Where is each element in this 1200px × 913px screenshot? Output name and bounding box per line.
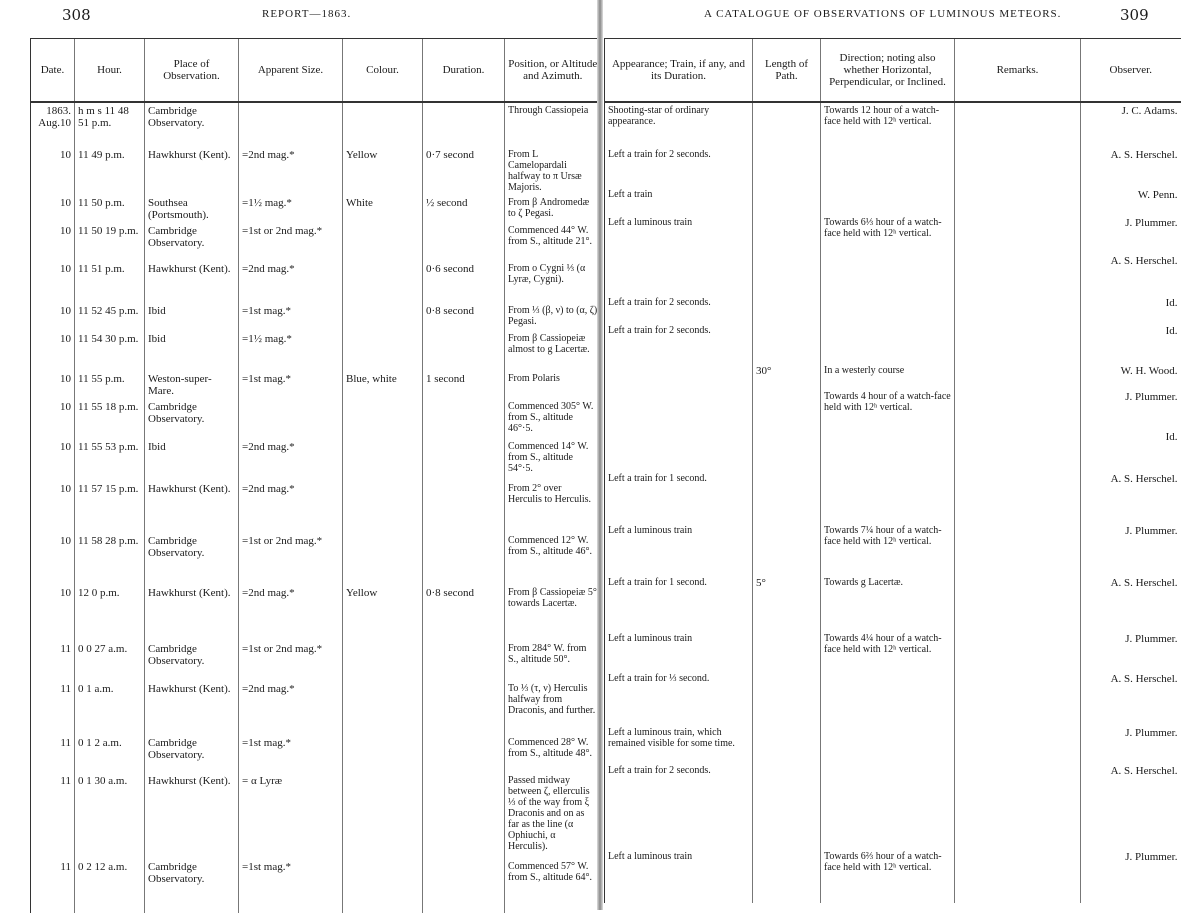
- cell-duration: [423, 859, 505, 913]
- cell-hour: 11 50 p.m.: [75, 195, 145, 223]
- cell-position: To ⅓ (τ, ν) Herculis halfway from Draconis, and further.: [505, 681, 601, 735]
- cell-position: Passed midway between ζ, ellerculis ⅓ of the way from ξ Draconis and on as far as the line (α Ophiuchi, α Herculis).: [505, 773, 601, 859]
- cell-remarks: [955, 429, 1081, 471]
- cell-observer: J. Plummer.: [1081, 725, 1181, 763]
- cell-appearance: Left a luminous train: [605, 215, 753, 253]
- cell-position: Commenced 12° W. from S., altitude 46°.: [505, 533, 601, 585]
- cell-position: From β Andromedæ to ζ Pegasi.: [505, 195, 601, 223]
- cell-size: =2nd mag.*: [239, 261, 343, 303]
- right-running-head: A CATALOGUE OF OBSERVATIONS OF LUMINOUS METEORS.: [704, 8, 1062, 20]
- cell-duration: 0·7 second: [423, 147, 505, 195]
- cell-place: Cambridge Observatory.: [145, 859, 239, 913]
- cell-position: Commenced 14° W. from S., altitude 54°·5.: [505, 439, 601, 481]
- cell-position: Commenced 28° W. from S., altitude 48°.: [505, 735, 601, 773]
- cell-date: 11: [31, 735, 75, 773]
- cell-length: [753, 671, 821, 725]
- cell-remarks: [955, 523, 1081, 575]
- cell-hour: 11 58 28 p.m.: [75, 533, 145, 585]
- cell-length: [753, 147, 821, 187]
- cell-place: Hawkhurst (Kent).: [145, 261, 239, 303]
- cell-size: =1st or 2nd mag.*: [239, 533, 343, 585]
- cell-size: =1½ mag.*: [239, 331, 343, 371]
- cell-appearance: Left a train for 2 seconds.: [605, 147, 753, 187]
- cell-duration: 0·6 second: [423, 261, 505, 303]
- cell-direction: [821, 725, 955, 763]
- cell-place: Cambridge Observatory.: [145, 399, 239, 439]
- cell-length: [753, 253, 821, 295]
- cell-duration: [423, 439, 505, 481]
- cell-direction: Towards 4¼ hour of a watch-face held with 12ʰ vertical.: [821, 631, 955, 671]
- cell-hour: 0 2 12 a.m.: [75, 859, 145, 913]
- cell-position: From Polaris: [505, 371, 601, 399]
- cell-place: Ibid: [145, 439, 239, 481]
- cell-remarks: [955, 253, 1081, 295]
- cell-hour: 11 55 18 p.m.: [75, 399, 145, 439]
- cell-remarks: [955, 295, 1081, 323]
- cell-date: 10: [31, 585, 75, 641]
- cell-position: Commenced 44° W. from S., altitude 21°.: [505, 223, 601, 261]
- cell-date: 10: [31, 261, 75, 303]
- cell-duration: 1 second: [423, 371, 505, 399]
- cell-size: =1st mag.*: [239, 859, 343, 913]
- cell-duration: [423, 331, 505, 371]
- right-page-header-remarks: Remarks.: [955, 39, 1081, 103]
- right-page-header-appearance: Appearance; Train, if any, and its Duration.: [605, 39, 753, 103]
- cell-direction: [821, 295, 955, 323]
- cell-date: 11: [31, 773, 75, 859]
- cell-colour: [343, 859, 423, 913]
- table-row: [31, 859, 601, 913]
- cell-place: Cambridge Observatory.: [145, 641, 239, 681]
- cell-observer: Id.: [1081, 295, 1181, 323]
- cell-appearance: Left a train: [605, 187, 753, 215]
- cell-colour: Blue, white: [343, 371, 423, 399]
- cell-date: 10: [31, 303, 75, 331]
- cell-direction: Towards 6⅓ hour of a watch-face held with 12ʰ vertical.: [821, 215, 955, 253]
- cell-colour: [343, 331, 423, 371]
- cell-place: Hawkhurst (Kent).: [145, 585, 239, 641]
- cell-remarks: [955, 215, 1081, 253]
- cell-position: From ⅓ (β, ν) to (α, ζ) Pegasi.: [505, 303, 601, 331]
- cell-colour: [343, 102, 423, 147]
- cell-position: Commenced 57° W. from S., altitude 64°.: [505, 859, 601, 913]
- cell-length: 5°: [753, 575, 821, 631]
- cell-place: Cambridge Observatory.: [145, 533, 239, 585]
- cell-direction: Towards g Lacertæ.: [821, 575, 955, 631]
- cell-duration: 0·8 second: [423, 303, 505, 331]
- cell-remarks: [955, 147, 1081, 187]
- cell-length: [753, 471, 821, 523]
- cell-date: 10: [31, 331, 75, 371]
- cell-colour: [343, 439, 423, 481]
- left-page-header-duration: Duration.: [423, 39, 505, 103]
- left-page-header-date: Date.: [31, 39, 75, 103]
- table-row: [31, 371, 601, 399]
- cell-date: 10: [31, 371, 75, 399]
- table-row: [31, 641, 601, 681]
- cell-observer: J. Plummer.: [1081, 389, 1181, 429]
- right-page-number: 309: [1120, 6, 1149, 24]
- cell-colour: [343, 261, 423, 303]
- cell-size: =1st or 2nd mag.*: [239, 223, 343, 261]
- cell-hour: 0 1 30 a.m.: [75, 773, 145, 859]
- left-page-header-position: Position, or Altitude and Azimuth.: [505, 39, 601, 103]
- cell-place: Southsea (Portsmouth).: [145, 195, 239, 223]
- left-page-number: 308: [62, 6, 91, 24]
- cell-date: 11: [31, 859, 75, 913]
- table-row: [605, 849, 1181, 903]
- cell-duration: 0·8 second: [423, 585, 505, 641]
- cell-remarks: [955, 363, 1081, 389]
- cell-appearance: Left a train for 2 seconds.: [605, 323, 753, 363]
- cell-length: [753, 389, 821, 429]
- cell-appearance: Left a luminous train: [605, 631, 753, 671]
- cell-remarks: [955, 471, 1081, 523]
- cell-length: [753, 295, 821, 323]
- cell-date: 10: [31, 481, 75, 533]
- table-row: [31, 681, 601, 735]
- cell-observer: A. S. Herschel.: [1081, 147, 1181, 187]
- cell-colour: [343, 481, 423, 533]
- table-row: [31, 399, 601, 439]
- cell-appearance: [605, 253, 753, 295]
- left-page-header-colour: Colour.: [343, 39, 423, 103]
- cell-colour: [343, 773, 423, 859]
- cell-remarks: [955, 849, 1081, 903]
- cell-appearance: Left a train for 1 second.: [605, 471, 753, 523]
- cell-date: 11: [31, 641, 75, 681]
- cell-appearance: Left a train for ⅓ second.: [605, 671, 753, 725]
- cell-place: Cambridge Observatory.: [145, 735, 239, 773]
- cell-colour: [343, 681, 423, 735]
- cell-position: Through Cassiopeia: [505, 102, 601, 147]
- cell-size: =2nd mag.*: [239, 585, 343, 641]
- cell-length: [753, 631, 821, 671]
- cell-date: 10: [31, 195, 75, 223]
- cell-size: =2nd mag.*: [239, 481, 343, 533]
- cell-position: From β Cassiopeiæ almost to g Lacertæ.: [505, 331, 601, 371]
- cell-direction: [821, 671, 955, 725]
- table-row: [605, 575, 1181, 631]
- cell-direction: Towards 4 hour of a watch-face held with 12ʰ vertical.: [821, 389, 955, 429]
- table-row: [605, 763, 1181, 849]
- cell-size: =1st mag.*: [239, 303, 343, 331]
- table-row: [605, 429, 1181, 471]
- cell-remarks: [955, 763, 1081, 849]
- cell-appearance: [605, 389, 753, 429]
- cell-duration: [423, 773, 505, 859]
- cell-observer: Id.: [1081, 429, 1181, 471]
- table-row: [605, 187, 1181, 215]
- cell-size: =1st mag.*: [239, 371, 343, 399]
- cell-duration: [423, 399, 505, 439]
- cell-length: [753, 215, 821, 253]
- cell-remarks: [955, 187, 1081, 215]
- cell-appearance: Left a luminous train, which remained visible for some time.: [605, 725, 753, 763]
- cell-length: [753, 187, 821, 215]
- cell-length: 30°: [753, 363, 821, 389]
- cell-colour: [343, 223, 423, 261]
- table-row: [31, 735, 601, 773]
- cell-hour: 11 57 15 p.m.: [75, 481, 145, 533]
- cell-colour: [343, 641, 423, 681]
- cell-position: From 2° over Herculis to Herculis.: [505, 481, 601, 533]
- cell-observer: W. Penn.: [1081, 187, 1181, 215]
- cell-observer: A. S. Herschel.: [1081, 253, 1181, 295]
- cell-place: Ibid: [145, 331, 239, 371]
- cell-length: [753, 763, 821, 849]
- cell-direction: [821, 763, 955, 849]
- cell-length: [753, 725, 821, 763]
- cell-hour: 11 51 p.m.: [75, 261, 145, 303]
- cell-place: Ibid: [145, 303, 239, 331]
- cell-direction: [821, 471, 955, 523]
- cell-observer: J. Plummer.: [1081, 631, 1181, 671]
- cell-hour: 11 49 p.m.: [75, 147, 145, 195]
- table-row: [31, 147, 601, 195]
- cell-length: [753, 102, 821, 147]
- cell-date: 10: [31, 399, 75, 439]
- table-row: [31, 303, 601, 331]
- cell-length: [753, 849, 821, 903]
- cell-colour: Yellow: [343, 585, 423, 641]
- table-row: [605, 363, 1181, 389]
- cell-hour: 11 50 19 p.m.: [75, 223, 145, 261]
- cell-size: =1½ mag.*: [239, 195, 343, 223]
- cell-duration: [423, 533, 505, 585]
- cell-size: [239, 399, 343, 439]
- cell-remarks: [955, 671, 1081, 725]
- right-observations-table: [604, 38, 1181, 903]
- cell-direction: [821, 147, 955, 187]
- cell-direction: Towards 6⅔ hour of a watch-face held with 12ʰ vertical.: [821, 849, 955, 903]
- cell-size: =2nd mag.*: [239, 681, 343, 735]
- table-row: [605, 253, 1181, 295]
- cell-direction: In a westerly course: [821, 363, 955, 389]
- cell-position: From β Cassiopeiæ 5° towards Lacertæ.: [505, 585, 601, 641]
- left-observations-table: [30, 38, 601, 913]
- cell-date: 10: [31, 223, 75, 261]
- cell-colour: White: [343, 195, 423, 223]
- left-page-header-place: Place of Observation.: [145, 39, 239, 103]
- cell-date: 1863. Aug.10: [31, 102, 75, 147]
- table-row: [605, 725, 1181, 763]
- cell-hour: 11 54 30 p.m.: [75, 331, 145, 371]
- table-row: [31, 481, 601, 533]
- cell-size: [239, 102, 343, 147]
- cell-place: Hawkhurst (Kent).: [145, 147, 239, 195]
- left-page-header-hour: Hour.: [75, 39, 145, 103]
- cell-length: [753, 523, 821, 575]
- right-page-header-observer: Observer.: [1081, 39, 1181, 103]
- cell-place: Cambridge Observatory.: [145, 223, 239, 261]
- cell-appearance: Left a train for 2 seconds.: [605, 295, 753, 323]
- table-row: [31, 331, 601, 371]
- table-row: [31, 585, 601, 641]
- cell-observer: A. S. Herschel.: [1081, 671, 1181, 725]
- table-row: [31, 773, 601, 859]
- cell-direction: Towards 7¼ hour of a watch-face held with 12ʰ vertical.: [821, 523, 955, 575]
- cell-date: 10: [31, 439, 75, 481]
- cell-size: = α Lyræ: [239, 773, 343, 859]
- cell-size: =2nd mag.*: [239, 147, 343, 195]
- cell-remarks: [955, 102, 1081, 147]
- table-row: [31, 439, 601, 481]
- cell-observer: Id.: [1081, 323, 1181, 363]
- cell-appearance: Left a train for 1 second.: [605, 575, 753, 631]
- cell-observer: J. Plummer.: [1081, 523, 1181, 575]
- right-page-header-direction: Direction; noting also whether Horizontal, Perpendicular, or Inclined.: [821, 39, 955, 103]
- cell-date: 10: [31, 147, 75, 195]
- cell-duration: [423, 735, 505, 773]
- cell-hour: 11 55 53 p.m.: [75, 439, 145, 481]
- cell-appearance: Left a luminous train: [605, 849, 753, 903]
- cell-date: 10: [31, 533, 75, 585]
- table-row: [31, 533, 601, 585]
- cell-appearance: [605, 363, 753, 389]
- left-page-header-size: Apparent Size.: [239, 39, 343, 103]
- cell-hour: 0 1 2 a.m.: [75, 735, 145, 773]
- cell-duration: [423, 102, 505, 147]
- cell-size: =1st mag.*: [239, 735, 343, 773]
- cell-place: Hawkhurst (Kent).: [145, 681, 239, 735]
- cell-remarks: [955, 725, 1081, 763]
- table-row: [605, 295, 1181, 323]
- cell-remarks: [955, 323, 1081, 363]
- cell-observer: W. H. Wood.: [1081, 363, 1181, 389]
- table-row: [31, 223, 601, 261]
- cell-length: [753, 429, 821, 471]
- right-page: [600, 0, 1200, 910]
- cell-observer: J. Plummer.: [1081, 215, 1181, 253]
- cell-observer: J. C. Adams.: [1081, 102, 1181, 147]
- table-row: [31, 195, 601, 223]
- cell-colour: [343, 533, 423, 585]
- left-page: [0, 0, 600, 910]
- cell-place: Hawkhurst (Kent).: [145, 773, 239, 859]
- table-row: [605, 215, 1181, 253]
- cell-duration: [423, 681, 505, 735]
- left-running-head: REPORT—1863.: [262, 8, 352, 20]
- table-row: [605, 323, 1181, 363]
- cell-duration: [423, 641, 505, 681]
- cell-position: From ο Cygni ⅓ (α Lyræ, Cygni).: [505, 261, 601, 303]
- cell-position: Commenced 305° W. from S., altitude 46°·5.: [505, 399, 601, 439]
- cell-observer: A. S. Herschel.: [1081, 763, 1181, 849]
- cell-hour: 0 0 27 a.m.: [75, 641, 145, 681]
- table-row: [605, 389, 1181, 429]
- cell-colour: [343, 399, 423, 439]
- table-row: [31, 261, 601, 303]
- cell-observer: J. Plummer.: [1081, 849, 1181, 903]
- table-row: [605, 471, 1181, 523]
- cell-size: =1st or 2nd mag.*: [239, 641, 343, 681]
- cell-duration: [423, 223, 505, 261]
- cell-hour: 11 52 45 p.m.: [75, 303, 145, 331]
- cell-position: From 284° W. from S., altitude 50°.: [505, 641, 601, 681]
- cell-hour: 11 55 p.m.: [75, 371, 145, 399]
- right-page-header-length: Length of Path.: [753, 39, 821, 103]
- cell-direction: [821, 187, 955, 215]
- cell-direction: [821, 253, 955, 295]
- cell-appearance: [605, 429, 753, 471]
- cell-hour: h m s 11 48 51 p.m.: [75, 102, 145, 147]
- cell-appearance: Shooting-star of ordinary appearance.: [605, 102, 753, 147]
- table-row: [605, 102, 1181, 147]
- cell-direction: [821, 323, 955, 363]
- cell-place: Hawkhurst (Kent).: [145, 481, 239, 533]
- cell-place: Cambridge Observatory.: [145, 102, 239, 147]
- table-row: [31, 102, 601, 147]
- cell-duration: ½ second: [423, 195, 505, 223]
- cell-observer: A. S. Herschel.: [1081, 471, 1181, 523]
- table-row: [605, 147, 1181, 187]
- cell-position: From L Camelopardali halfway to π Ursæ Majoris.: [505, 147, 601, 195]
- cell-remarks: [955, 389, 1081, 429]
- cell-size: =2nd mag.*: [239, 439, 343, 481]
- cell-hour: 12 0 p.m.: [75, 585, 145, 641]
- cell-appearance: Left a luminous train: [605, 523, 753, 575]
- cell-remarks: [955, 631, 1081, 671]
- cell-colour: Yellow: [343, 147, 423, 195]
- table-row: [605, 671, 1181, 725]
- cell-colour: [343, 735, 423, 773]
- cell-hour: 0 1 a.m.: [75, 681, 145, 735]
- cell-duration: [423, 481, 505, 533]
- cell-appearance: Left a train for 2 seconds.: [605, 763, 753, 849]
- cell-colour: [343, 303, 423, 331]
- cell-observer: A. S. Herschel.: [1081, 575, 1181, 631]
- cell-direction: Towards 12 hour of a watch-face held with 12ʰ vertical.: [821, 102, 955, 147]
- table-row: [605, 631, 1181, 671]
- cell-length: [753, 323, 821, 363]
- cell-date: 11: [31, 681, 75, 735]
- cell-direction: [821, 429, 955, 471]
- cell-place: Weston-super-Mare.: [145, 371, 239, 399]
- cell-remarks: [955, 575, 1081, 631]
- table-row: [605, 523, 1181, 575]
